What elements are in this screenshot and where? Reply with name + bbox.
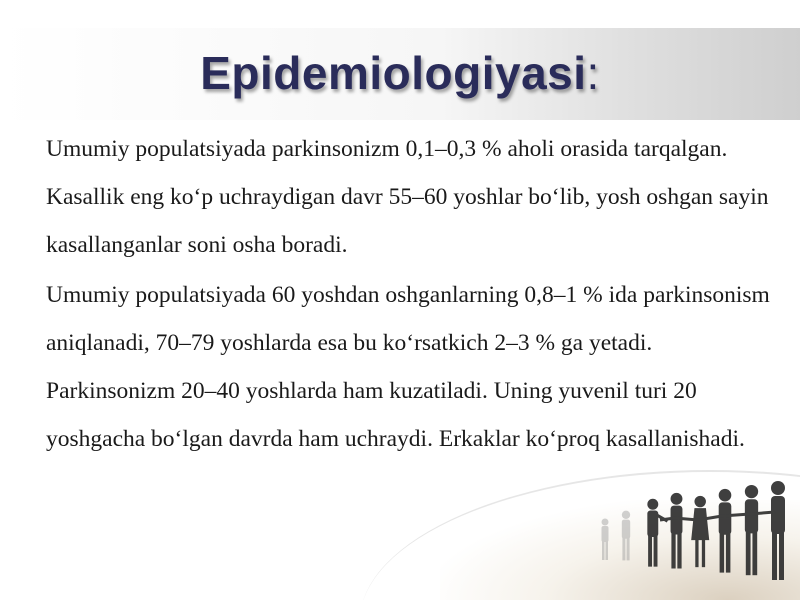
slide-title: [0, 46, 800, 100]
people-holding-hands-image: [470, 440, 800, 600]
paragraph-2: Umumiy populatsiyada 60 yoshdan oshganlarning 0,8–1 % ida parkinsonism aniqlanadi, 70–79 yoshlarda esa bu ko‘rsatkich 2–3 % ga yetadi. Parkinsonizm 20–40 yoshlarda ham kuzatiladi. Uning yuvenil turi 20 yoshgacha bo‘lgan davrda ham uchraydi. Erkaklar ko‘proq kasallanishadi.: [46, 282, 770, 452]
person-silhouette: [647, 499, 668, 567]
paragraph-1: Umumiy populatsiyada parkinsonizm 0,1–0,3 % aholi orasida tarqalgan. Kasallik eng ko‘p uchraydigan davr 55–60 yoshlar bo‘lib, yosh oshgan sayin kasallanganlar soni osha boradi.: [46, 136, 769, 258]
title-colon: :: [586, 47, 600, 99]
person-silhouette: [745, 485, 758, 575]
person-silhouette: [671, 493, 683, 569]
person-silhouette: [719, 489, 732, 573]
slide-body: [46, 125, 776, 465]
title-text: Epidemiologiyasi: [200, 47, 587, 99]
person-silhouette: [771, 481, 785, 580]
person-silhouette: [691, 496, 709, 567]
